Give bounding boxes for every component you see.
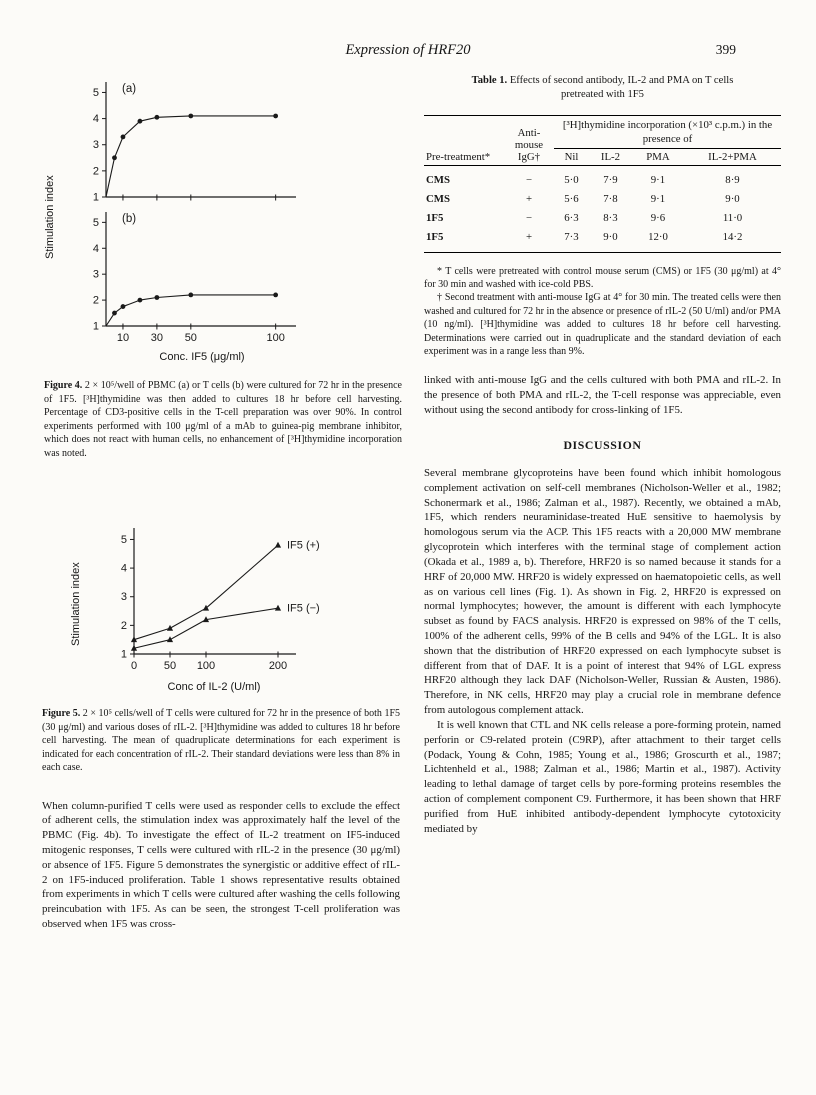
table1-footnote-dagger: † Second treatment with anti-mouse IgG at 4° for 30 min. The treated cells were then washed and cultured for 72 hr in the absence or presence of rIL-2 (50 U/ml) and/or PMA (10 ng/ml). [³H]thymidine was added to cultures 18 hr before cell harvesting. Determinations were carried out in quadruplicate and the standard deviation of each experiment was in a range less than 9%.: [424, 292, 781, 357]
svg-text:3: 3: [120, 591, 127, 604]
cpm-value-cell: 14·2: [684, 227, 781, 252]
pretreatment-cell: CMS: [424, 165, 504, 189]
figure5-caption: [42, 707, 400, 775]
table-row: [424, 208, 781, 227]
antimouse-igg-cell: +: [525, 192, 533, 205]
pretreatment-cell: 1F5: [424, 227, 504, 252]
figure4-block: [44, 72, 402, 460]
discussion-paragraph-1: Several membrane glycoproteins have been found which inhibit homologous complement activation on self-cell membranes (Nicholson-Weller et al., 1982; Schonermark et al., 1986; Zalman et al., 1987). Recently, we obtained a mAb, 1F5, which renders neuraminidase-treated HuE sensitive to haemolysis by homologous serum via the ACP. This 1F5 reacts with a 20,000 MW membrane glycoprotein which interferes with the terminal stage of complement action (Okada et al., 1989 a, b). Therefore, HRF20 is so named because it stands for a HRF of 20,000 MW. HRF20 is widely expressed on haematopoietic cells, as well as on various cell lines (Fig. 1). As shown in Fig. 2, HRF20 is expressed on normal lymphocytes; however, the amount is different with each lymphocyte subset as found by FACS analysis. HRF20 is expressed on 98% of the T cells, 100% of the adherent cells, 99% of the B cells and 94% of the LGL. It is also shown that the distribution of HRF20 expressed on each lymphocyte subset is different from that of DAF. It is a point of interest that 94% of LGL express HRF20 although they lack DAF (Nicholson-Weller, Russian & Austen, 1986). Therefore, in NK cells, HRF20 may play a crucial role in membrane defence from autologous complement attack.: [424, 466, 781, 717]
table1-header-nil: Nil: [564, 150, 579, 163]
continuation-paragraph: linked with anti-mouse IgG and the cells cultured with both PMA and rIL-2. In the presence of both PMA and rIL-2, the T-cell response was appreciable, even without using the second antibody for cross-linking of 1F5.: [424, 374, 781, 417]
cpm-value-cell: 9·0: [589, 227, 632, 252]
figure5-panel: [86, 516, 358, 693]
svg-text:5: 5: [92, 216, 99, 229]
left-body-paragraph: When column-purified T cells were used as responder cells to exclude the effect of adherent cells, the stimulation index was approximately half the level of the PBMC (Fig. 4b). To investigate the effect of IL-2 treatment on IF5-induced mitogenic responses, T cells were cultured with rIL-2 in the presence (30 μg/ml) or absence of 1F5. Figure 5 demonstrates the synergistic or additive effect of rIL-2 on 1F5-induced proliferation. Table 1 shows representative results obtained from experiments in which T cells were cultured after washing the cells following preincubation with 1F5. As can be seen, the strongest T-cell proliferation was observed when 1F5 was cross-: [42, 799, 400, 931]
table1-header-antimouse-igg: Anti-mouse IgG†: [514, 126, 544, 163]
svg-text:2: 2: [92, 294, 99, 307]
table1-body: [424, 165, 781, 252]
svg-text:100: 100: [196, 660, 216, 672]
cpm-value-cell: 8·9: [684, 165, 781, 189]
svg-text:100: 100: [266, 332, 285, 344]
table1-header-pma: PMA: [646, 150, 670, 163]
svg-text:3: 3: [92, 268, 99, 281]
table-row: [424, 189, 781, 208]
svg-text:4: 4: [92, 242, 99, 255]
figure5-x-axis-label: Conc of IL-2 (U/ml): [167, 681, 261, 693]
discussion-heading: DISCUSSION: [563, 437, 642, 452]
figure5-chart: [86, 516, 358, 680]
table1: [424, 115, 781, 253]
svg-text:5: 5: [92, 86, 99, 99]
figure4-caption: [44, 379, 402, 460]
table1-header-il2: IL-2: [600, 150, 621, 163]
discussion-paragraph-2: It is well known that CTL and NK cells release a pore-forming protein, named perforin or C9-related protein (C9RP), after attachment to their target cells (Podack, Young & Cohn, 1985; Young et al., 1986; Groscurth et al., 1987; Lichtenheld et al., 1988; Zalman et al., 1986; Martin et al., 1987). Activity leading to lethal damage of target cells by pore-forming proteins resembles the action of complement component C9. Furthermore, it has been shown that HRF purified from HuE inhibited antibody-dependent lymphocyte cytotoxicity mediated by: [424, 718, 781, 835]
cpm-value-cell: 7·9: [589, 165, 632, 189]
table1-header-il2-pma: IL-2+PMA: [708, 150, 757, 163]
figure5-caption-text: 2 × 10⁵ cells/well of T cells were cultured for 72 hr in the presence of both 1F5 (30 μg/ml) and various doses of rIL-2. [³H]thymidine was added to cultures 18 hr before cell harvesting. The mean of quadruplicate determinations for each experiment is indicated for each concentration of rIL-2. Their standard deviations were less than 8% in each case.: [42, 708, 401, 773]
page-number: 399: [715, 42, 736, 57]
figure4-x-axis-label: Conc. IF5 (μg/ml): [159, 351, 245, 363]
svg-text:50: 50: [184, 332, 197, 344]
table1-title: [424, 74, 781, 103]
svg-text:4: 4: [92, 113, 99, 126]
antimouse-igg-cell: −: [504, 165, 554, 189]
figure5-y-axis-label: Stimulation index: [70, 562, 82, 647]
table1-footnote-star: * T cells were pretreated with control mouse serum (CMS) or 1F5 (30 μg/ml) at 4° for 30 min and washed with ice-cold PBS.: [424, 265, 781, 291]
cpm-value-cell: 5·0: [554, 165, 589, 189]
table1-header-group: [³H]thymidine incorporation (×10³ c.p.m.) in the presence of: [554, 115, 781, 148]
cpm-value-cell: 6·3: [564, 211, 579, 224]
cpm-value-cell: 11·0: [722, 211, 743, 224]
figure4-caption-label: Figure 4.: [44, 380, 83, 391]
table1-header-pretreatment: Pre-treatment*: [426, 150, 491, 163]
pretreatment-cell: CMS: [426, 192, 450, 205]
right-column: [424, 74, 781, 837]
svg-text:4: 4: [120, 562, 127, 575]
left-column: [42, 72, 400, 932]
svg-text:30: 30: [150, 332, 164, 344]
figure4-y-axis-label: Stimulation index: [44, 175, 56, 260]
cpm-value-cell: 12·0: [632, 227, 684, 252]
svg-text:2: 2: [120, 619, 127, 632]
svg-text:IF5 (−): IF5 (−): [287, 602, 320, 615]
cpm-value-cell: 8·3: [603, 211, 618, 224]
svg-text:0: 0: [130, 660, 138, 672]
svg-text:3: 3: [92, 139, 99, 152]
svg-text:200: 200: [268, 660, 288, 672]
svg-text:10: 10: [116, 332, 130, 344]
svg-text:5: 5: [120, 533, 127, 546]
pretreatment-cell: 1F5: [426, 211, 444, 224]
svg-text:1: 1: [92, 191, 99, 202]
table-row: [424, 227, 781, 252]
figure5-block: [70, 516, 428, 693]
cpm-value-cell: 7·3: [554, 227, 589, 252]
svg-text:50: 50: [163, 660, 177, 672]
svg-text:1: 1: [120, 648, 127, 661]
cpm-value-cell: 9·1: [632, 165, 684, 189]
antimouse-igg-cell: +: [504, 227, 554, 252]
figure4-panels: [60, 72, 310, 363]
table1-title-text: Effects of second antibody, IL-2 and PMA on T cells pretreated with 1F5: [507, 75, 734, 101]
cpm-value-cell: 7·8: [603, 192, 618, 205]
cpm-value-cell: 9·0: [725, 192, 740, 205]
figure4-charts: [44, 72, 402, 363]
table1-header: [424, 115, 781, 165]
svg-text:IF5 (+): IF5 (+): [287, 539, 320, 552]
cpm-value-cell: 9·1: [650, 192, 666, 205]
figure5-caption-label: Figure 5.: [42, 708, 81, 719]
antimouse-igg-cell: −: [525, 211, 533, 224]
table1-title-label: Table 1.: [471, 75, 508, 86]
svg-text:(a): (a): [122, 83, 137, 95]
figure4-panel-b-chart: [60, 202, 310, 350]
figure5-charts: [70, 516, 428, 693]
figure4-caption-text: 2 × 10⁵/well of PBMC (a) or T cells (b) were cultured for 72 hr in the presence of 1F5. [³H]thymidine was then added to cultures 18 hr before cell harvesting. Percentage of CD3-positive cells in the T-cell preparation was over 90%. In control experiments performed with 100 μg/ml of a mAb to guinea-pig membrane inhibitor, which does not react with human cells, no enhancement of [³H]thymidine incorporation was noted.: [44, 380, 402, 459]
cpm-value-cell: 5·6: [564, 192, 579, 205]
svg-text:(b): (b): [122, 213, 137, 225]
svg-text:2: 2: [92, 165, 99, 178]
table-row: [424, 165, 781, 189]
running-title: Expression of HRF20: [345, 42, 471, 58]
figure4-panel-a-chart: [60, 72, 310, 202]
cpm-value-cell: 9·6: [650, 211, 666, 224]
svg-text:1: 1: [92, 320, 99, 333]
